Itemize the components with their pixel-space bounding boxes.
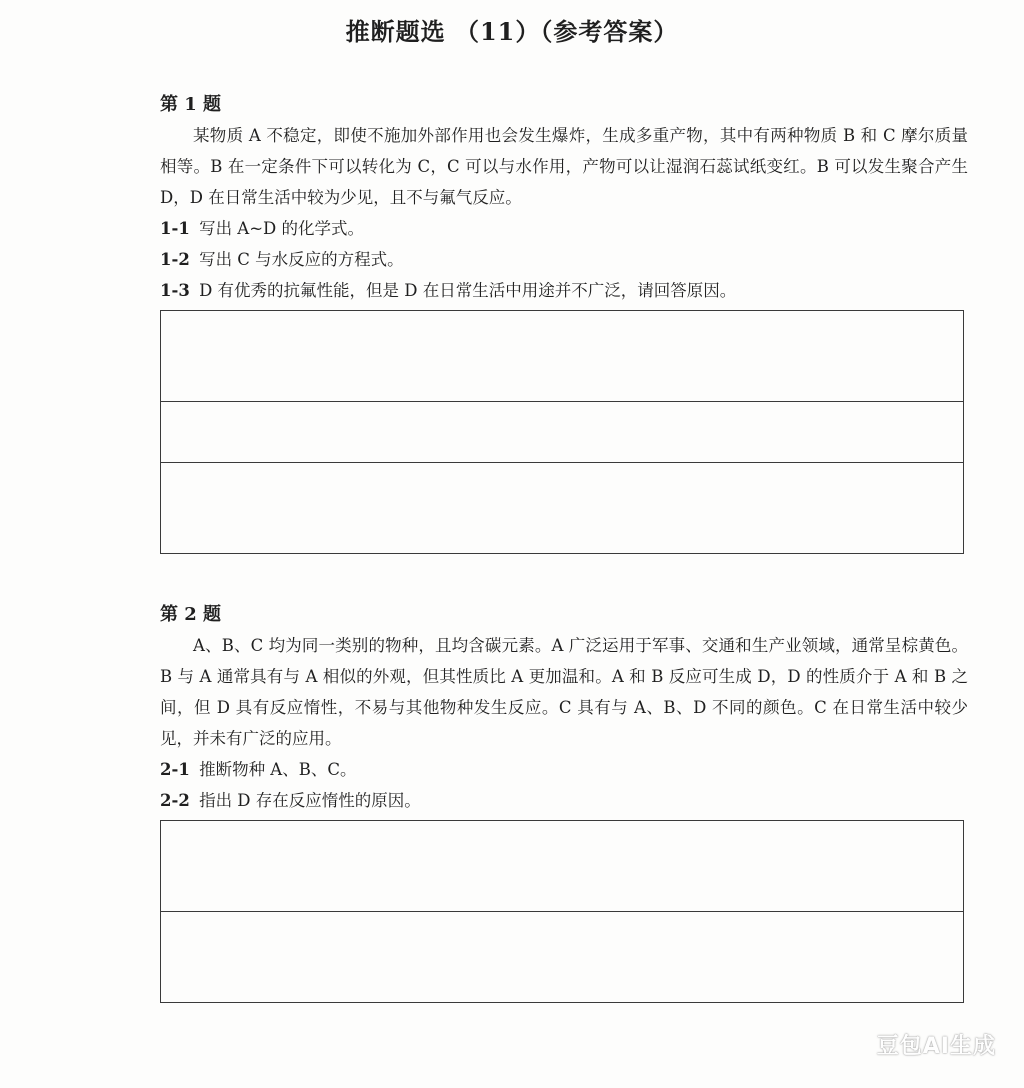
sub-question-text: 写出 A~D 的化学式。 bbox=[199, 219, 365, 238]
answer-field-1-3[interactable] bbox=[161, 462, 963, 553]
answer-field-2-1[interactable] bbox=[161, 821, 963, 911]
question-2 bbox=[160, 600, 968, 1003]
sub-question-number: 1-1 bbox=[160, 219, 190, 238]
page-title: 推断题选 （11）（参考答案） bbox=[345, 17, 679, 46]
question-2-stem: A、B、C 均为同一类别的物种，且均含碳元素。A 广泛运用于军事、交通和生产业领域，通常呈棕黄色。B 与 A 通常具有与 A 相似的外观，但其性质比 A 更加温和。A 和 B 反应可生成 D，D 的性质介于 A 和 B 之间，但 D 具有反应惰性，不易与其他物种发生反应。C 具有与 A、B、D 不同的颜色。C 在日常生活中较少见，并未有广泛的应用。 bbox=[160, 636, 968, 748]
answer-box-1 bbox=[160, 310, 964, 554]
sub-question-2-1 bbox=[160, 754, 968, 785]
sub-question-2-2 bbox=[160, 785, 968, 816]
answer-box-2 bbox=[160, 820, 964, 1003]
sub-question-number: 2-2 bbox=[160, 791, 190, 810]
sub-question-1-3 bbox=[160, 275, 968, 306]
question-1 bbox=[160, 90, 968, 554]
sub-question-text: 指出 D 存在反应惰性的原因。 bbox=[199, 791, 421, 810]
answer-field-2-2[interactable] bbox=[161, 911, 963, 1002]
answer-field-1-1[interactable] bbox=[161, 311, 963, 401]
sub-question-1-2 bbox=[160, 244, 968, 275]
sub-question-number: 1-2 bbox=[160, 250, 190, 269]
question-2-label: 第 2 题 bbox=[160, 604, 222, 625]
sub-question-1-1 bbox=[160, 213, 968, 244]
sub-question-text: D 有优秀的抗氟性能，但是 D 在日常生活中用途并不广泛，请回答原因。 bbox=[199, 281, 737, 300]
sub-question-number: 2-1 bbox=[160, 760, 190, 779]
question-1-label: 第 1 题 bbox=[160, 94, 222, 115]
sub-question-text: 推断物种 A、B、C。 bbox=[199, 760, 357, 779]
sub-question-text: 写出 C 与水反应的方程式。 bbox=[199, 250, 404, 269]
answer-field-1-2[interactable] bbox=[161, 401, 963, 462]
sub-question-number: 1-3 bbox=[160, 281, 190, 300]
watermark: 豆包AI生成 bbox=[876, 1034, 996, 1059]
question-1-stem: 某物质 A 不稳定，即使不施加外部作用也会发生爆炸，生成多重产物，其中有两种物质 B 和 C 摩尔质量相等。B 在一定条件下可以转化为 C，C 可以与水作用，产物可以让湿润石蕊试纸变红。B 可以发生聚合产生 D，D 在日常生活中较为少见，且不与氟气反应。 bbox=[160, 126, 968, 207]
